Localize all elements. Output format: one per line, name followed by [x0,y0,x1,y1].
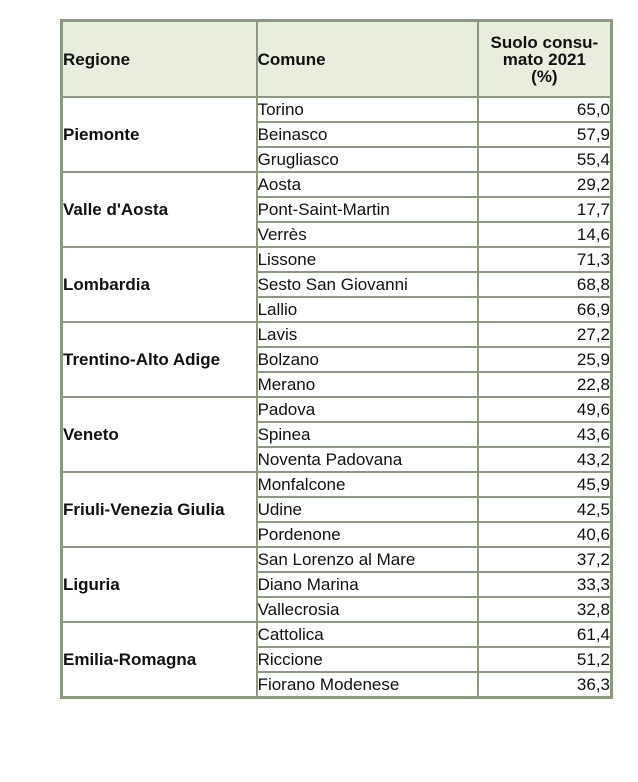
regione-cell: Emilia-Romagna [62,622,257,698]
regione-cell: Veneto [62,397,257,472]
comune-cell: Riccione [257,647,478,672]
comune-cell: Padova [257,397,478,422]
comune-cell: Verrès [257,222,478,247]
comune-cell: Noventa Padovana [257,447,478,472]
suolo-consumato-cell: 55,4 [478,147,612,172]
suolo-consumato-cell: 37,2 [478,547,612,572]
suolo-consumato-cell: 45,9 [478,472,612,497]
comune-cell: Cattolica [257,622,478,647]
soil-consumption-table [60,19,613,699]
regione-cell: Lombardia [62,247,257,322]
regione-cell: Friuli-Venezia Giulia [62,472,257,547]
suolo-consumato-cell: 29,2 [478,172,612,197]
header-suolo-consumato [478,21,612,98]
regione-cell: Valle d'Aosta [62,172,257,247]
suolo-consumato-cell: 36,3 [478,672,612,698]
suolo-consumato-cell: 61,4 [478,622,612,647]
suolo-consumato-cell: 14,6 [478,222,612,247]
suolo-consumato-cell: 22,8 [478,372,612,397]
comune-cell: Vallecrosia [257,597,478,622]
regione-cell: Liguria [62,547,257,622]
regione-cell: Piemonte [62,97,257,172]
comune-cell: Monfalcone [257,472,478,497]
suolo-consumato-cell: 68,8 [478,272,612,297]
header-suolo-line-3: (%) [531,66,558,86]
table-row [62,247,612,272]
comune-cell: Pont-Saint-Martin [257,197,478,222]
header-comune: Comune [257,21,478,98]
comune-cell: Bolzano [257,347,478,372]
regione-cell: Trentino-Alto Adige [62,322,257,397]
suolo-consumato-cell: 71,3 [478,247,612,272]
header-suolo-line-1: Suolo consu- [490,32,599,52]
table-body [62,97,612,698]
suolo-consumato-cell: 40,6 [478,522,612,547]
comune-cell: Lavis [257,322,478,347]
header-row [62,21,612,98]
comune-cell: Pordenone [257,522,478,547]
suolo-consumato-cell: 42,5 [478,497,612,522]
suolo-consumato-cell: 51,2 [478,647,612,672]
comune-cell: Spinea [257,422,478,447]
comune-cell: Lissone [257,247,478,272]
table-row [62,322,612,347]
suolo-consumato-cell: 65,0 [478,97,612,122]
suolo-consumato-cell: 32,8 [478,597,612,622]
table-row [62,472,612,497]
table-row [62,547,612,572]
table-row [62,97,612,122]
comune-cell: Merano [257,372,478,397]
header-suolo-line-2: mato 2021 [502,49,586,69]
table-row [62,172,612,197]
comune-cell: Lallio [257,297,478,322]
suolo-consumato-cell: 43,6 [478,422,612,447]
comune-cell: Sesto San Giovanni [257,272,478,297]
suolo-consumato-cell: 57,9 [478,122,612,147]
table-row [62,622,612,647]
suolo-consumato-cell: 66,9 [478,297,612,322]
suolo-consumato-cell: 49,6 [478,397,612,422]
comune-cell: Fiorano Modenese [257,672,478,698]
header-regione: Regione [62,21,257,98]
comune-cell: Diano Marina [257,572,478,597]
comune-cell: San Lorenzo al Mare [257,547,478,572]
comune-cell: Udine [257,497,478,522]
table-row [62,397,612,422]
comune-cell: Aosta [257,172,478,197]
table-header [62,21,612,98]
suolo-consumato-cell: 25,9 [478,347,612,372]
comune-cell: Grugliasco [257,147,478,172]
suolo-consumato-cell: 43,2 [478,447,612,472]
comune-cell: Beinasco [257,122,478,147]
comune-cell: Torino [257,97,478,122]
suolo-consumato-cell: 17,7 [478,197,612,222]
suolo-consumato-cell: 33,3 [478,572,612,597]
suolo-consumato-cell: 27,2 [478,322,612,347]
